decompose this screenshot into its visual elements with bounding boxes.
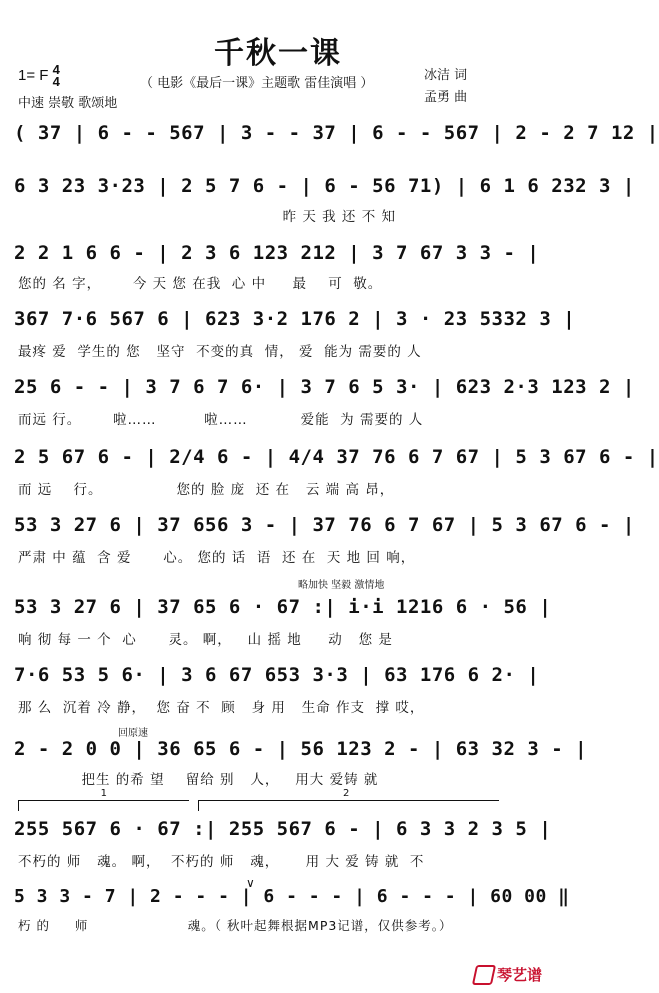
lyric-row-8: 响 彻 每 一 个 心 灵。 啊， 山 摇 地 动 您 是 [18,632,393,648]
lyricist: 冰洁 词 [424,68,468,83]
lyric-row-3: 您的 名 字， 今 天 您 在我 心 中 最 可 敬。 [18,276,383,292]
breath-mark: ∨ [246,876,255,890]
volta-bracket-1 [18,788,189,811]
score-row-1: ( 37 | 6 - - 567 | 3 - - 37 | 6 - - 567 | 2 - 2 7 12 | [14,122,659,144]
key-signature [18,64,60,88]
score-row-2: 6 3 23 3·23 | 2 5 7 6 - | 6 - 56 71) | 6 1 6 232 3 | [14,175,635,197]
meter-bottom: 4 [52,74,60,89]
lyric-row-10: 把生 的希 望 留给 别 人， 用大 爱铸 就 [18,772,379,788]
score-row-9: 7·6 53 5 6· | 3 6 67 653 3·3 | 63 176 6 2· | [14,664,540,686]
score-row-10: 2 - 2 0 0 | 36 65 6 - | 56 123 2 - | 63 32 3 - | [14,738,588,760]
lyric-row-9: 那 么 沉着 冷 静， 您 奋 不 顾 身 用 生命 作支 撑 哎， [18,700,425,716]
score-row-5: 25 6 - - | 3 7 6 7 6· | 3 7 6 5 3· | 623 2·3 123 2 | [14,376,635,398]
lyric-row-6: 而 远 行。 您的 脸 庞 还 在 云 端 高 昂， [18,482,395,498]
meter-top: 4 [52,62,60,77]
tempo-change-marking: 略加快 坚毅 激情地 [298,580,385,591]
subtitle: （ 电影《最后一课》主题歌 雷佳演唱 ） [140,76,374,91]
volta-bracket-2 [198,788,499,811]
page-title: 千秋一课 [214,36,342,71]
volta-2-label: 2 [343,788,350,799]
lyric-row-2: 昨 天 我 还 不 知 [18,209,397,225]
watermark [474,964,542,986]
lyric-row-11: 不朽的 师 魂。 啊， 不朽的 师 魂， 用 大 爱 铸 就 不 [18,854,425,870]
score-row-4: 367 7·6 567 6 | 623 3·2 176 2 | 3 · 23 5332 3 | [14,308,576,330]
tempo-marking: 中速 崇敬 歌颂地 [18,96,118,111]
key-label: 1= F [18,66,49,84]
score-row-12: 5 3 3 - 7 | 2 - - - | 6 - - - | 6 - - - | 60 00 ‖ [14,886,570,907]
score-row-8: 53 3 27 6 | 37 65 6 · 67 :| i·i 1216 6 · 56 | [14,596,552,618]
lyric-row-12: 朽 的 师 魂。（ 秋叶起舞根据MP3记谱，仅供参考。） [18,918,453,933]
volta-1-label: 1 [100,788,107,799]
tempo-return-marking: 回原速 [118,728,148,739]
lyric-row-7: 严肃 中 蕴 含 爱 心。 您的 话 语 还 在 天 地 回 响， [18,550,416,566]
composer: 孟勇 曲 [424,90,468,105]
lyric-row-4: 最疼 爱 学生的 您 坚守 不变的真 情， 爱 能为 需要的 人 [18,344,422,360]
score-row-7: 53 3 27 6 | 37 656 3 - | 37 76 6 7 67 | 5 3 67 6 - | [14,514,635,536]
score-row-6: 2 5 67 6 - | 2/4 6 - | 4/4 37 76 6 7 67 | 5 3 67 6 - | [14,446,659,468]
time-signature [53,64,60,88]
watermark-text: 琴艺谱 [496,965,542,984]
lyric-row-5: 而远 行。 啦…… 啦…… 爱能 为 需要的 人 [18,412,424,428]
score-row-3: 2 2 1 6 6 - | 2 3 6 123 212 | 3 7 67 3 3 - | [14,242,540,264]
watermark-logo-icon [472,965,496,985]
score-row-11: 255 567 6 · 67 :| 255 567 6 - | 6 3 3 2 3 5 | [14,818,552,840]
